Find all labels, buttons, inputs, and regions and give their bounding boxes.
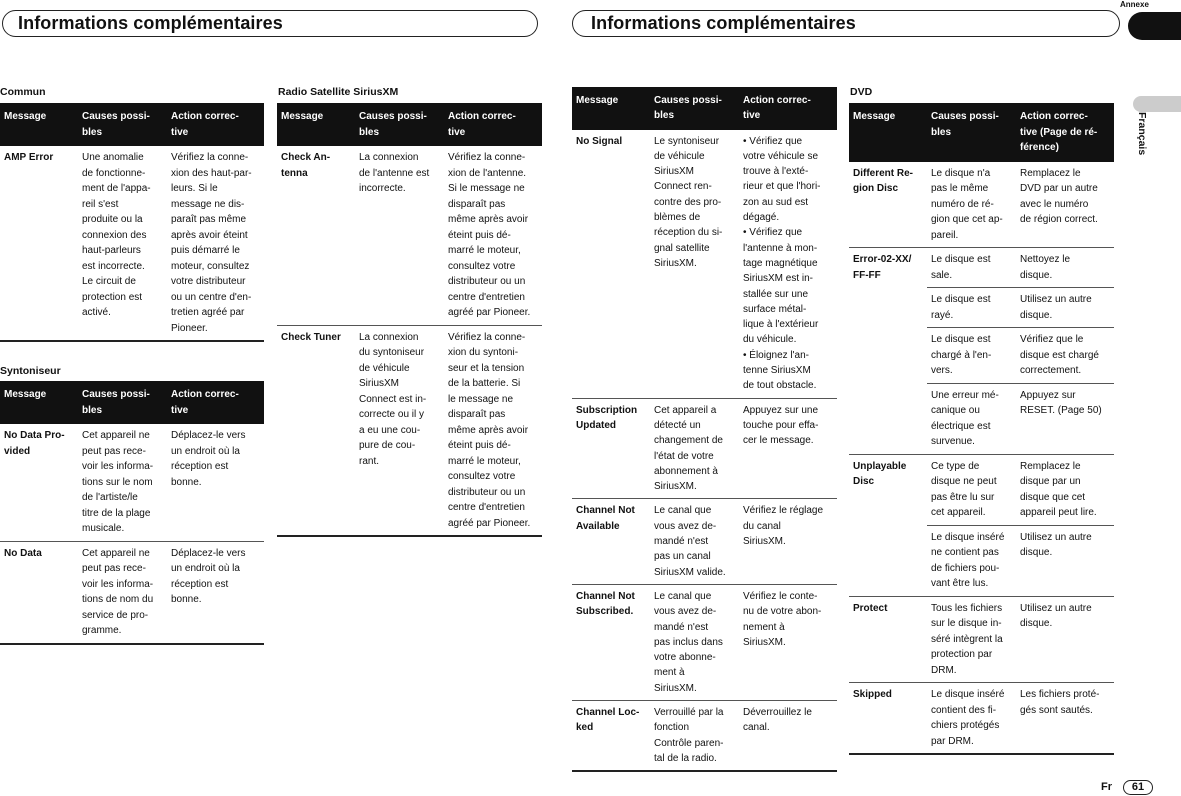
table-row [849,162,1114,248]
table-row [849,683,1114,755]
row-cause: Une anomalie de fonctionne- ment de l'appa- reil s'est produite ou la connexion des haut-parleurs est incorrecte. Le circuit de protection est activé. [78,146,167,341]
col-causes: Causes possi- bles [650,87,739,130]
row-action: Déplacez-le vers un endroit où la réception est bonne. [167,424,264,541]
section-title-syntoniseur: Syntoniseur [0,365,61,377]
row-action: Vérifiez la conne- xion des haut-par- leurs. Si le message ne dis- paraît pas même après avoir éteint puis démarré le moteur, consultez votre distributeur ou un centre d'en- tretien agréé par Pioneer. [167,146,264,341]
row-cause: Le canal que vous avez de- mandé n'est pas un canal SiriusXM valide. [650,499,739,584]
col-causes: Causes possi- bles [78,103,167,146]
table-row [572,700,837,771]
row-message: Protect [849,596,927,683]
row-action: Utilisez un autre disque. [1016,596,1114,683]
table-row [572,499,837,584]
annexe-tab [1128,12,1181,40]
row-cause: Le disque inséré ne contient pas de fichiers pou- vant être lus. [927,525,1016,596]
row-message: Error-02-XX/ FF-FF [849,248,927,455]
table-row [849,248,1114,288]
footer-language: Fr [1101,781,1112,793]
row-message: No Data Pro- vided [0,424,78,541]
row-message: Check Tuner [277,325,355,536]
col-message: Message [0,103,78,146]
table-row [0,146,264,341]
table-row [849,596,1114,683]
row-action: Vérifiez la conne- xion de l'antenne. Si le message ne disparaît pas même après avoir éteint puis dé- marré le moteur, consultez votre distributeur ou un centre d'entretien agréé par Pioneer. [444,146,542,325]
col-action: Action correc- tive [444,103,542,146]
row-action: Déplacez-le vers un endroit où la réception est bonne. [167,541,264,644]
row-message: Channel Loc- ked [572,700,650,771]
language-label: Français [1136,112,1148,156]
row-cause: Le disque inséré contient des fi- chiers protégés par DRM. [927,683,1016,755]
row-cause: Le disque est rayé. [927,288,1016,328]
row-message: Different Re- gion Disc [849,162,927,248]
row-cause: Une erreur mé- canique ou électrique est survenue. [927,383,1016,454]
table-row [572,130,837,399]
col-causes: Causes possi- bles [927,103,1016,162]
row-cause: Le disque n'a pas le même numéro de ré- gion que cet ap- pareil. [927,162,1016,248]
row-action: Les fichiers proté- gés sont sautés. [1016,683,1114,755]
col-action: Action correc- tive [167,103,264,146]
row-cause: Le canal que vous avez de- mandé n'est pas inclus dans votre abonne- ment à SiriusXM. [650,584,739,700]
section-title-commun: Commun [0,86,46,98]
row-action: • Vérifiez que votre véhicule se trouve à l'exté- rieur et que l'hori- zon au sud est dégagé. • Vérifiez que l'antenne à mon- tage magnétique SiriusXM est in- stallée sur une surface métal- lique à l'extérieur du véhicule. • Éloignez l'an- tenne SiriusXM de tout obstacle. [739,130,837,399]
row-message: No Signal [572,130,650,399]
row-action: Utilisez un autre disque. [1016,288,1114,328]
commun-table [0,103,264,342]
row-message: Channel Not Subscribed. [572,584,650,700]
row-message: Channel Not Available [572,499,650,584]
row-action: Appuyez sur RESET. (Page 50) [1016,383,1114,454]
table-row [277,146,542,325]
row-action: Vérifiez la conne- xion du syntoni- seur et la tension de la batterie. Si le message ne disparaît pas même après avoir éteint puis dé- marré le moteur, consultez votre distributeur ou un centre d'entretien agréé par Pioneer. [444,325,542,536]
col-causes: Causes possi- bles [355,103,444,146]
col-message: Message [0,381,78,424]
row-message: Skipped [849,683,927,755]
table-row [849,454,1114,525]
row-action: Vérifiez le conte- nu de votre abon- nement à SiriusXM. [739,584,837,700]
row-action: Déverrouillez le canal. [739,700,837,771]
row-action: Remplacez le DVD par un autre avec le numéro de région correct. [1016,162,1114,248]
section-title-dvd: DVD [850,86,873,98]
section-title-siriusxm: Radio Satellite SiriusXM [278,86,399,98]
language-tab [1133,96,1181,112]
row-action: Nettoyez le disque. [1016,248,1114,288]
col-action: Action correc- tive (Page de ré- férence) [1016,103,1114,162]
annexe-label: Annexe [1120,0,1149,9]
row-cause: Ce type de disque ne peut pas être lu sur cet appareil. [927,454,1016,525]
row-message: Unplayable Disc [849,454,927,596]
siriusxm-table [277,103,542,537]
table-row [277,325,542,536]
col-message: Message [572,87,650,130]
row-cause: Cet appareil a détecté un changement de l'état de votre abonnement à SiriusXM. [650,398,739,499]
row-cause: Cet appareil ne peut pas rece- voir les informa- tions de nom du service de pro- gramme. [78,541,167,644]
table-row [0,541,264,644]
row-action: Vérifiez que le disque est chargé correctement. [1016,328,1114,384]
col-action: Action correc- tive [739,87,837,130]
row-action: Appuyez sur une touche pour effa- cer le message. [739,398,837,499]
syntoniseur-table [0,381,264,645]
row-message: Check An- tenna [277,146,355,325]
right-header-title: Informations complémentaires [591,13,856,33]
col-action: Action correc- tive [167,381,264,424]
row-message: AMP Error [0,146,78,341]
table-row [0,424,264,541]
row-cause: Verrouillé par la fonction Contrôle paren- tal de la radio. [650,700,739,771]
col-message: Message [849,103,927,162]
row-cause: Cet appareil ne peut pas rece- voir les informa- tions sur le nom de l'artiste/le titre de la plage musicale. [78,424,167,541]
row-message: No Data [0,541,78,644]
row-action: Remplacez le disque par un disque que cet appareil peut lire. [1016,454,1114,525]
row-cause: Le disque est sale. [927,248,1016,288]
dvd-table [849,103,1114,755]
row-cause: La connexion de l'antenne est incorrecte. [355,146,444,325]
left-header-title: Informations complémentaires [18,13,283,33]
row-cause: Le disque est chargé à l'en- vers. [927,328,1016,384]
siriusxm-continued-table [572,87,837,772]
page-number: 61 [1123,780,1153,795]
col-message: Message [277,103,355,146]
col-causes: Causes possi- bles [78,381,167,424]
row-message: Subscription Updated [572,398,650,499]
row-cause: Le syntoniseur de véhicule SiriusXM Connect ren- contre des pro- blèmes de réception du si- gnal satellite SiriusXM. [650,130,739,399]
row-action: Vérifiez le réglage du canal SiriusXM. [739,499,837,584]
table-row [572,398,837,499]
row-action: Utilisez un autre disque. [1016,525,1114,596]
row-cause: Tous les fichiers sur le disque in- séré intègrent la protection par DRM. [927,596,1016,683]
row-cause: La connexion du syntoniseur de véhicule SiriusXM Connect est in- correcte ou il y a eu une cou- pure de cou- rant. [355,325,444,536]
table-row [572,584,837,700]
